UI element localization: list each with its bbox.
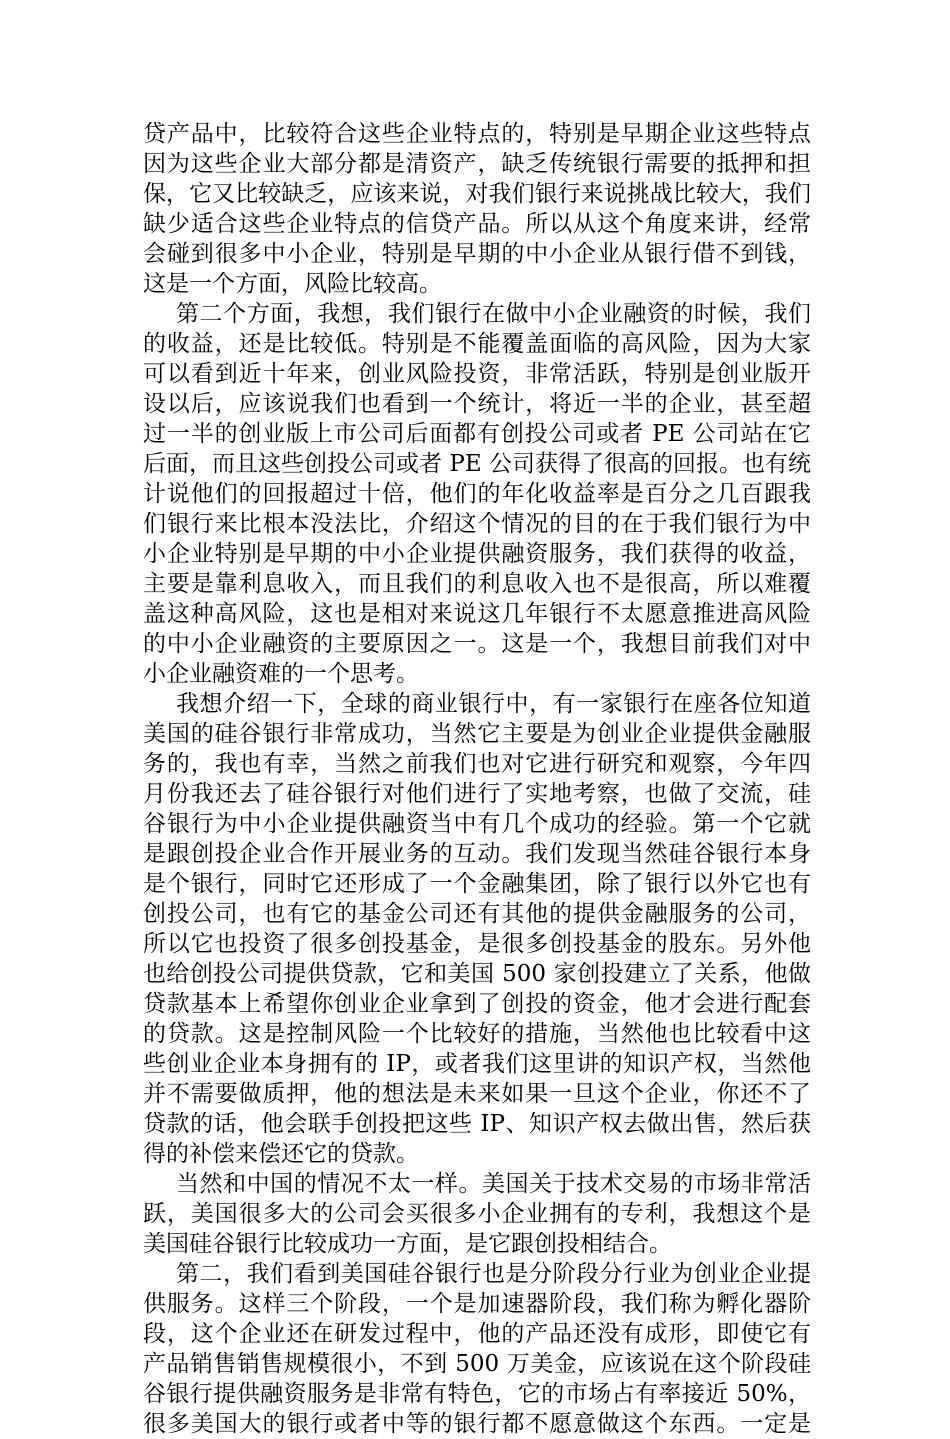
text-line: 后面，而且这些创投公司或者 PE 公司获得了很高的回报。也有统 [143, 451, 811, 477]
text-line: 贷款的话，他会联手创投把这些 IP、知识产权去做出售，然后获 [143, 1111, 811, 1137]
text-line: 这是一个方面，风险比较高。 [143, 271, 442, 297]
text-line: 小企业融资难的一个思考。 [143, 661, 419, 687]
text-line: 盖这种高风险，这也是相对来说这几年银行不太愿意推进高风险 [143, 601, 811, 627]
paragraph-2 [143, 299, 811, 689]
text-line: 的收益，还是比较低。特别是不能覆盖面临的高风险，因为大家 [143, 331, 811, 357]
text-line: 很多美国大的银行或者中等的银行都不愿意做这个东西。一定是 [143, 1411, 811, 1437]
text-line: 贷产品中，比较符合这些企业特点的，特别是早期企业这些特点 [143, 121, 811, 147]
text-line: 产品销售销售规模很小，不到 500 万美金，应该说在这个阶段硅 [143, 1351, 811, 1377]
text-line: 段，这个企业还在研发过程中，他的产品还没有成形，即使它有 [143, 1321, 811, 1347]
paragraph-3 [143, 689, 811, 1169]
text-line: 因为这些企业大部分都是清资产，缺乏传统银行需要的抵押和担 [143, 151, 811, 177]
text-line: 也给创投公司提供贷款，它和美国 500 家创投建立了关系，他做 [143, 961, 811, 987]
text-line: 第二个方面，我想，我们银行在做中小企业融资的时候，我们 [176, 301, 811, 327]
text-line: 美国的硅谷银行非常成功，当然它主要是为创业企业提供金融服 [143, 721, 811, 747]
document-page [143, 119, 811, 1439]
text-line: 缺少适合这些企业特点的信贷产品。所以从这个角度来讲，经常 [143, 211, 811, 237]
text-line: 谷银行提供融资服务是非常有特色，它的市场占有率接近 50%， [143, 1381, 811, 1407]
paragraph-5 [143, 1259, 811, 1439]
text-line: 第二，我们看到美国硅谷银行也是分阶段分行业为创业企业提 [176, 1261, 811, 1287]
text-line: 创投公司，也有它的基金公司还有其他的提供金融服务的公司， [143, 901, 811, 927]
text-line: 跃，美国很多大的公司会买很多小企业拥有的专利，我想这个是 [143, 1201, 811, 1227]
text-line: 可以看到近十年来，创业风险投资，非常活跃，特别是创业版开 [143, 361, 811, 387]
text-line: 所以它也投资了很多创投基金，是很多创投基金的股东。另外他 [143, 931, 811, 957]
text-line: 些创业企业本身拥有的 IP，或者我们这里讲的知识产权，当然他 [143, 1051, 811, 1077]
text-line: 主要是靠利息收入，而且我们的利息收入也不是很高，所以难覆 [143, 571, 811, 597]
text-line: 务的，我也有幸，当然之前我们也对它进行研究和观察，今年四 [143, 751, 811, 777]
text-line: 美国硅谷银行比较成功一方面，是它跟创投相结合。 [143, 1231, 672, 1257]
text-line: 当然和中国的情况不太一样。美国关于技术交易的市场非常活 [176, 1171, 811, 1197]
text-line: 计说他们的回报超过十倍，他们的年化收益率是百分之几百跟我 [143, 481, 811, 507]
text-line: 谷银行为中小企业提供融资当中有几个成功的经验。第一个它就 [143, 811, 811, 837]
text-line: 过一半的创业版上市公司后面都有创投公司或者 PE 公司站在它 [143, 421, 811, 447]
text-line: 的贷款。这是控制风险一个比较好的措施，当然他也比较看中这 [143, 1021, 811, 1047]
text-line: 的中小企业融资的主要原因之一。这是一个，我想目前我们对中 [143, 631, 811, 657]
text-line: 们银行来比根本没法比，介绍这个情况的目的在于我们银行为中 [143, 511, 811, 537]
paragraph-4 [143, 1169, 811, 1259]
text-line: 并不需要做质押，他的想法是未来如果一旦这个企业，你还不了 [143, 1081, 811, 1107]
text-line: 供服务。这样三个阶段，一个是加速器阶段，我们称为孵化器阶 [143, 1291, 811, 1317]
text-line: 月份我还去了硅谷银行对他们进行了实地考察，也做了交流，硅 [143, 781, 811, 807]
text-line: 是跟创投企业合作开展业务的互动。我们发现当然硅谷银行本身 [143, 841, 811, 867]
text-line: 会碰到很多中小企业，特别是早期的中小企业从银行借不到钱， [143, 241, 811, 267]
text-line: 设以后，应该说我们也看到一个统计，将近一半的企业，甚至超 [143, 391, 811, 417]
text-line: 贷款基本上希望你创业企业拿到了创投的资金，他才会进行配套 [143, 991, 811, 1017]
paragraph-1 [143, 119, 811, 299]
text-line: 得的补偿来偿还它的贷款。 [143, 1141, 419, 1167]
text-line: 小企业特别是早期的中小企业提供融资服务，我们获得的收益， [143, 541, 811, 567]
text-line: 保，它又比较缺乏，应该来说，对我们银行来说挑战比较大，我们 [143, 181, 811, 207]
text-line: 是个银行，同时它还形成了一个金融集团，除了银行以外它也有 [143, 871, 811, 897]
text-line: 我想介绍一下，全球的商业银行中，有一家银行在座各位知道 [176, 691, 811, 717]
